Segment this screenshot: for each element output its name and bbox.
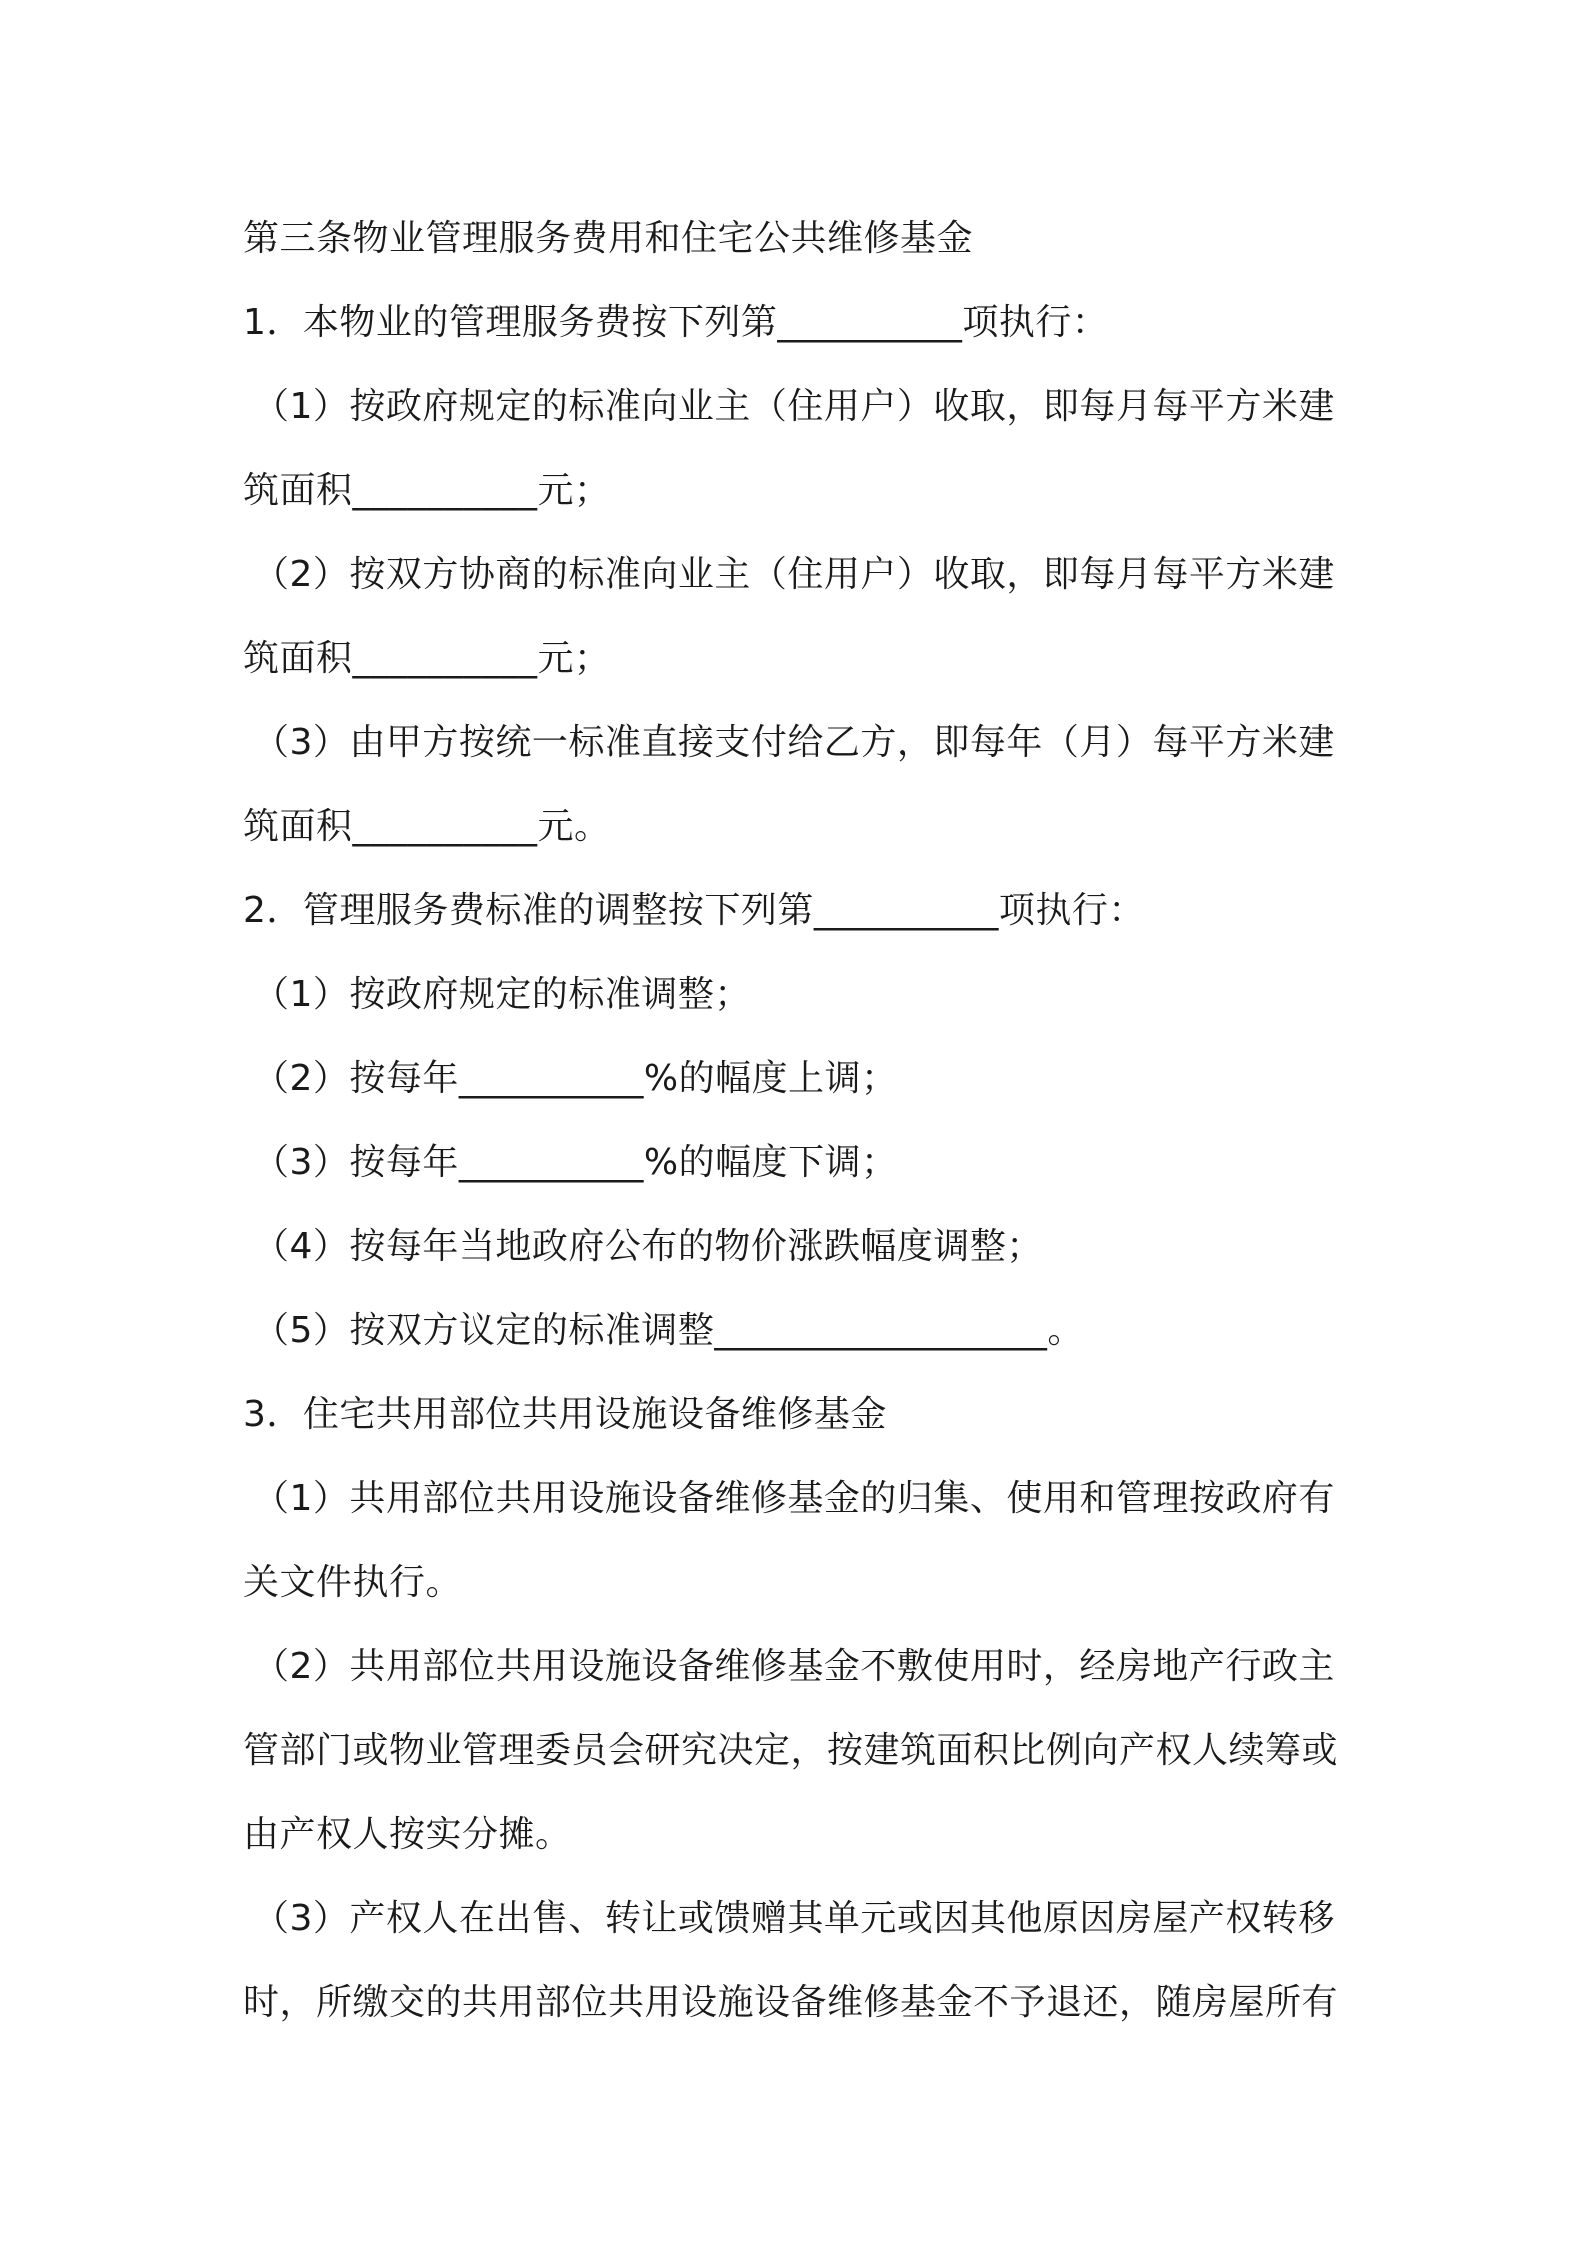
clause-1-option-1-line-1: （1）按政府规定的标准向业主（住用户）收取，即每月每平方米建 (253, 386, 1335, 427)
clause-3-item-2-line-3: 由产权人按实分摊。 (243, 1814, 572, 1855)
clause-2-line: 2．管理服务费标准的调整按下列第__________项执行： (243, 890, 1145, 931)
clause-3-item-2-line-2: 管部门或物业管理委员会研究决定，按建筑面积比例向产权人续筹或 (243, 1730, 1339, 1771)
clause-2-option-2: （2）按每年__________%的幅度上调； (253, 1058, 898, 1099)
clause-1-option-3-line-2: 筑面积__________元。 (243, 806, 611, 847)
clause-1-option-3-line-1: （3）由甲方按统一标准直接支付给乙方，即每年（月）每平方米建 (253, 722, 1335, 763)
clause-1-line: 1．本物业的管理服务费按下列第__________项执行： (243, 302, 1109, 343)
clause-3-item-1-line-2: 关文件执行。 (243, 1562, 463, 1603)
clause-3-line: 3．住宅共用部位共用设施设备维修基金 (243, 1394, 887, 1435)
clause-2-option-1: （1）按政府规定的标准调整； (253, 974, 751, 1015)
document-body (243, 197, 1353, 2045)
clause-2-option-5: （5）按双方议定的标准调整__________________。 (253, 1310, 1084, 1351)
clause-3-item-1-line-1: （1）共用部位共用设施设备维修基金的归集、使用和管理按政府有 (253, 1478, 1335, 1519)
clause-3-item-3-line-2: 时，所缴交的共用部位共用设施设备维修基金不予退还，随房屋所有 (243, 1982, 1339, 2023)
clause-2-option-4: （4）按每年当地政府公布的物价涨跌幅度调整； (253, 1226, 1043, 1267)
clause-1-option-2-line-2: 筑面积__________元； (243, 638, 611, 679)
section-heading: 第三条物业管理服务费用和住宅公共维修基金 (243, 218, 974, 259)
clause-3-item-2-line-1: （2）共用部位共用设施设备维修基金不敷使用时，经房地产行政主 (253, 1646, 1335, 1687)
clause-1-option-2-line-1: （2）按双方协商的标准向业主（住用户）收取，即每月每平方米建 (253, 554, 1335, 595)
clause-1-option-1-line-2: 筑面积__________元； (243, 470, 611, 511)
clause-2-option-3: （3）按每年__________%的幅度下调； (253, 1142, 898, 1183)
clause-3-item-3-line-1: （3）产权人在出售、转让或馈赠其单元或因其他原因房屋产权转移 (253, 1898, 1335, 1939)
